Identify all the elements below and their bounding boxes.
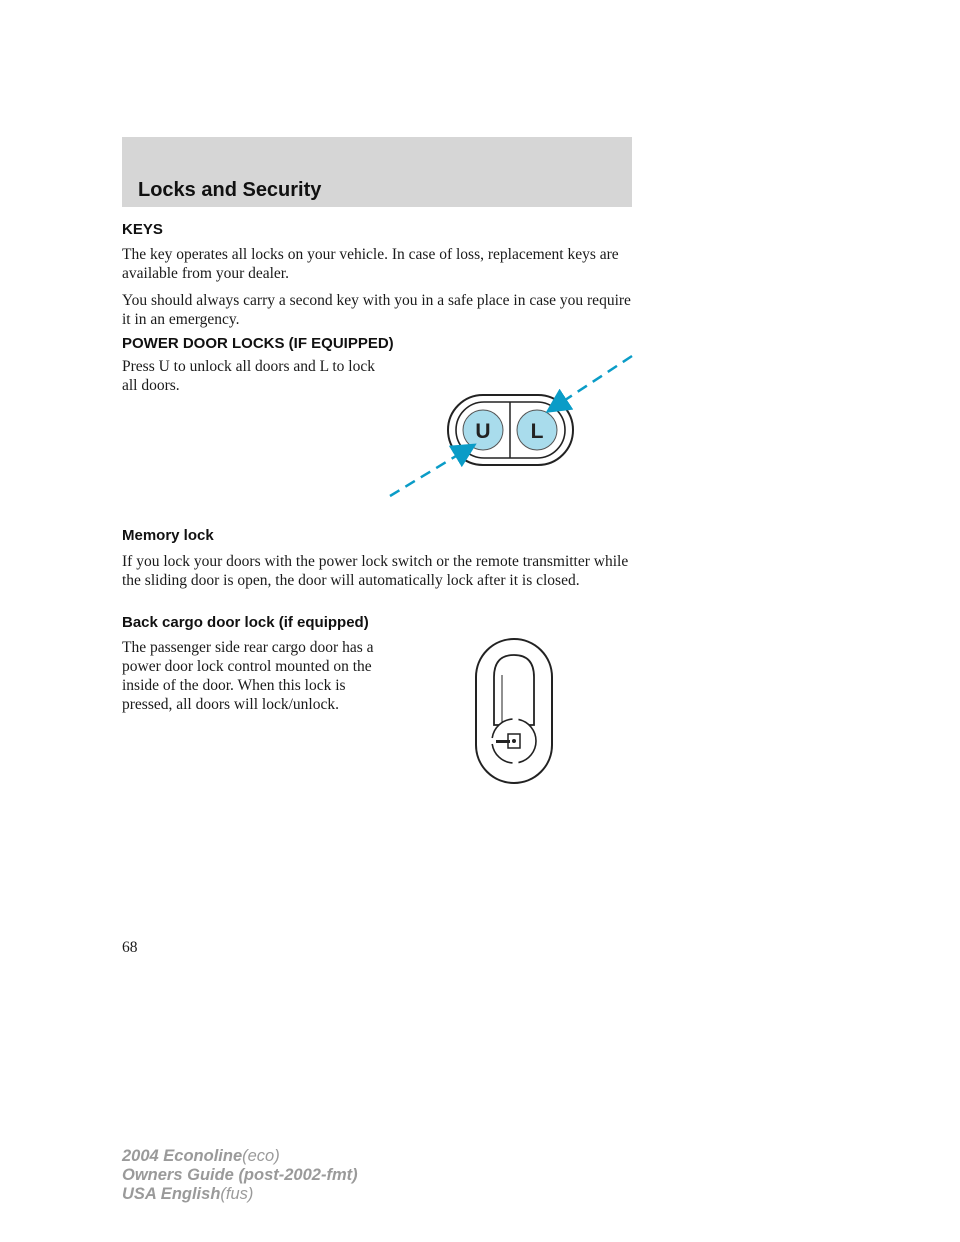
cargo-lock-paragraph: The passenger side rear cargo door has a power door lock control mounted on the inside of the door. When this lock is pressed, all doors will lock/unlock. [122,639,374,713]
unlock-button-label: U [475,420,491,443]
memory-lock-paragraph: If you lock your doors with the power lock switch or the remote transmitter while the sliding door is open, the door will automatically lock after it is closed. [122,553,629,589]
memory-lock-heading: Memory lock [122,527,214,544]
footer-model: 2004 Econoline [122,1147,243,1165]
footer-model-code: (eco) [242,1147,280,1165]
section-title: Locks and Security [138,179,322,201]
footer-language-code: (fus) [220,1185,254,1203]
power-lock-switch-diagram [380,350,640,510]
pointer-arrow-upper [556,356,632,406]
cargo-lock-control-diagram [472,637,556,787]
pointer-arrow-lower [390,450,466,496]
keys-paragraph-1: The key operates all locks on your vehicle. In case of loss, replacement keys are available from your dealer. [122,246,619,282]
footer-guide: Owners Guide (post-2002-fmt) [122,1166,358,1184]
footer-language: USA English [122,1185,221,1203]
keys-heading: KEYS [122,221,163,238]
lock-button-label: L [530,420,544,443]
section-header [122,137,632,207]
cargo-lock-heading: Back cargo door lock (if equipped) [122,614,369,631]
keys-paragraph-2: You should always carry a second key with you in a safe place in case you require it in an emergency. [122,292,631,328]
document-footer [122,1147,358,1204]
power-door-locks-heading: POWER DOOR LOCKS (IF EQUIPPED) [122,335,394,352]
power-door-locks-paragraph: Press U to unlock all doors and L to lock all doors. [122,358,375,394]
page-number: 68 [122,939,138,956]
